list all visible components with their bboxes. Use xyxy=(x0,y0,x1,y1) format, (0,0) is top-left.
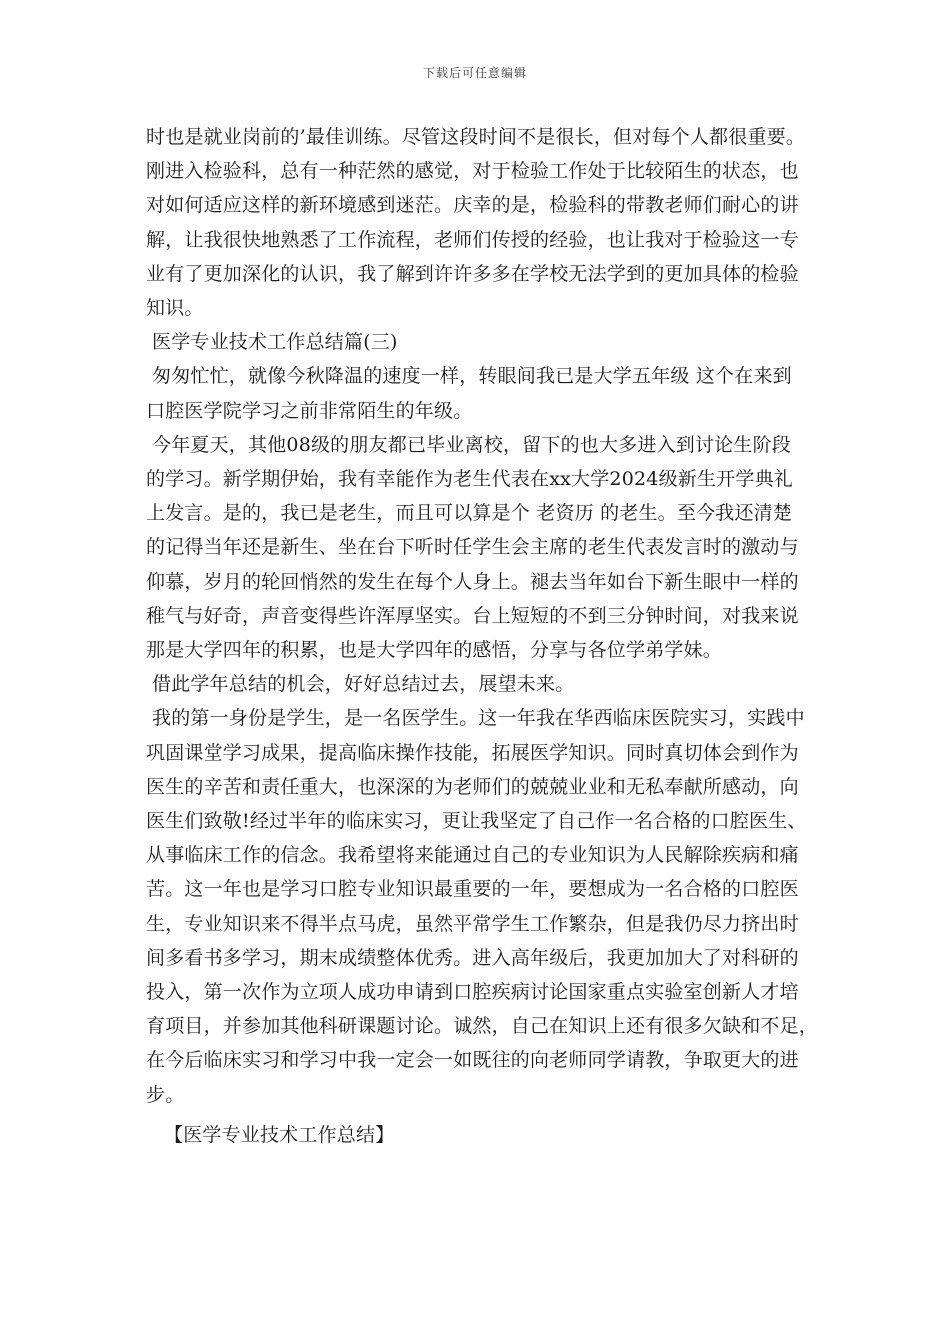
text-line: 投入，第一次作为立项人成功申请到口腔疾病讨论国家重点实验室创新人才培 xyxy=(146,981,799,1004)
text-line: 苦。这一年也是学习口腔专业知识最重要的一年，要想成为一名合格的口腔医 xyxy=(146,878,799,901)
text-line: 步。 xyxy=(146,1083,185,1106)
closing-title: 【医学专业技术工作总结】 xyxy=(164,1123,395,1146)
section-title: 医学专业技术工作总结篇(三) xyxy=(152,331,398,354)
page-header-note: 下载后可任意编辑 xyxy=(422,66,527,80)
text-line: 今年夏天，其他08级的朋友都已毕业离校，留下的也大多进入到讨论生阶段 xyxy=(152,433,791,456)
text-line: 仰慕，岁月的轮回悄然的发生在每个人身上。褪去当年如台下新生眼中一样的 xyxy=(146,570,799,593)
text-line: 那是大学四年的积累，也是大学四年的感悟，分享与各位学弟学妹。 xyxy=(146,639,723,662)
text-line: 医生的辛苦和责任重大，也深深的为老师们的兢兢业业和无私奉献所感动，向 xyxy=(146,775,799,798)
text-line: 我的第一身份是学生，是一名医学生。这一年我在华西临床医院实习，实践中 xyxy=(152,707,805,730)
text-line: 生，专业知识来不得半点马虎，虽然平常学生工作繁杂，但是我仍尽力挤出时 xyxy=(146,912,799,935)
text-line: 育项目，并参加其他科研课题讨论。诚然，自己在知识上还有很多欠缺和不足， xyxy=(146,1015,819,1038)
text-line: 上发言。是的，我已是老生，而且可以算是个 老资历 的老生。至今我还清楚 xyxy=(146,502,793,525)
document-body xyxy=(146,120,826,1152)
text-line: 在今后临床实习和学习中我一定会一如既往的向老师同学请教，争取更大的进 xyxy=(146,1049,799,1072)
text-line: 刚进入检验科，总有一种茫然的感觉，对于检验工作处于比较陌生的状态，也 xyxy=(146,160,799,183)
paragraph-continuation xyxy=(146,120,826,325)
text-line: 时也是就业岗前的’最佳训练。尽管这段时间不是很长，但对每个人都很重要。 xyxy=(146,126,806,148)
text-line: 医生们致敬!经过半年的临床实习，更让我坚定了自己作一名合格的口腔医生、 xyxy=(146,810,807,833)
text-line: 口腔医学院学习之前非常陌生的年级。 xyxy=(146,399,473,422)
text-line: 解，让我很快地熟悉了工作流程，老师们传授的经验，也让我对于检验这一专 xyxy=(146,228,799,251)
paragraph-intro xyxy=(146,359,826,427)
text-line: 匆匆忙忙，就像今秋降温的速度一样，转眼间我已是大学五年级 这个在来到 xyxy=(152,365,792,388)
text-line: 稚气与好奇，声音变得些许浑厚坚实。台上短短的不到三分钟时间，对我来说 xyxy=(146,604,799,627)
text-line: 从事临床工作的信念。我希望将来能通过自己的专业知识为人民解除疾病和痛 xyxy=(146,844,799,867)
text-line: 间多看书多学习，期末成绩整体优秀。进入高年级后，我更加加大了对科研的 xyxy=(146,946,799,969)
text-line: 业有了更加深化的认识，我了解到许许多多在学校无法学到的更加具体的检验 xyxy=(146,262,799,285)
text-line: 对如何适应这样的新环境感到迷茫。庆幸的是，检验科的带教老师们耐心的讲 xyxy=(146,194,799,217)
text-line: 的记得当年还是新生、坐在台下听时任学生会主席的老生代表发言时的激动与 xyxy=(146,536,799,559)
paragraph-speech xyxy=(146,428,826,667)
text-line: 巩固课堂学习成果，提高临床操作技能，拓展医学知识。同时真切体会到作为 xyxy=(146,741,799,764)
paragraph-identity xyxy=(146,701,826,1111)
text-line: 借此学年总结的机会，好好总结过去，展望未来。 xyxy=(152,673,575,696)
text-line: 知识。 xyxy=(146,297,204,320)
paragraph-summary xyxy=(146,667,826,701)
text-line: 的学习。新学期伊始，我有幸能作为老生代表在xx大学2024级新生开学典礼 xyxy=(146,468,793,491)
